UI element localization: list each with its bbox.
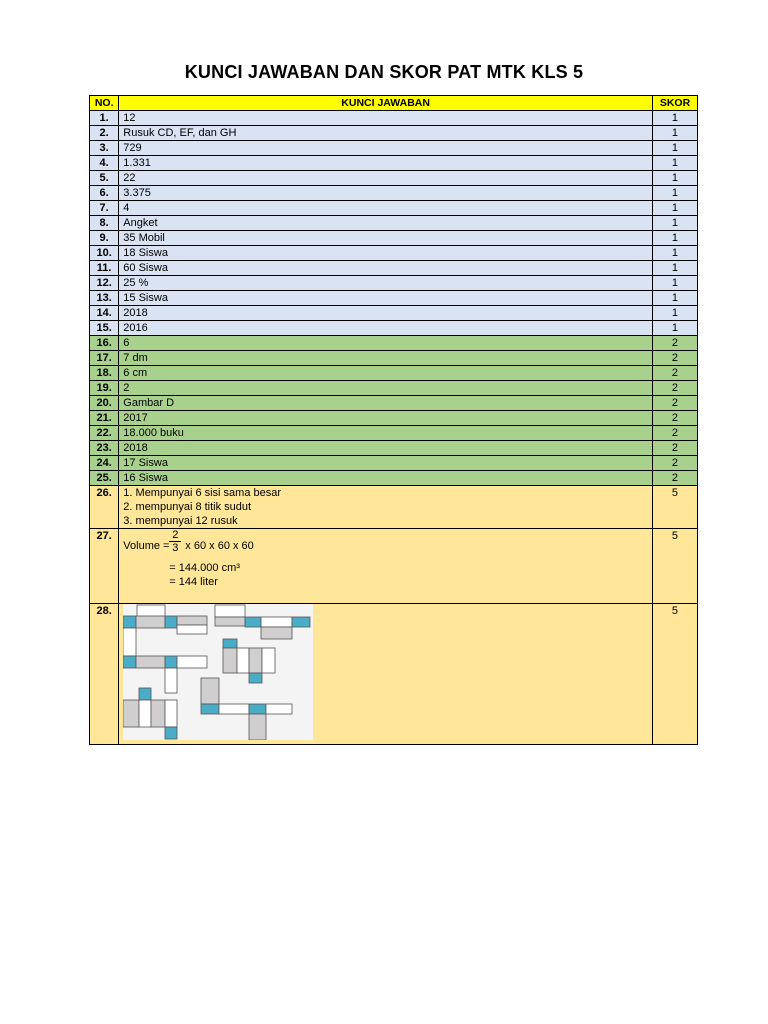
row-answer: 6 [119,336,653,351]
answer-line: 2. mempunyai 8 titik sudut [123,501,252,513]
row-number: 20. [90,396,119,411]
table-row [90,366,698,381]
row-number: 5. [90,171,119,186]
answer-line: 1. Mempunyai 6 sisi sama besar [123,487,282,499]
row-number: 3. [90,141,119,156]
row-score: 2 [652,336,697,351]
row-answer: 2017 [119,411,653,426]
row-number: 17. [90,351,119,366]
table-body [90,111,698,745]
row-number: 8. [90,216,119,231]
row-score: 2 [652,471,697,486]
row-answer: 18 Siswa [119,246,653,261]
table-row [90,246,698,261]
row-number: 14. [90,306,119,321]
row-answer: 7 dm [119,351,653,366]
table-row [90,171,698,186]
row-score: 1 [652,261,697,276]
row-number: 23. [90,441,119,456]
cube-nets-image [123,604,313,740]
answer-key-table [89,95,698,745]
table-row [90,396,698,411]
volume-label: Volume = [123,540,170,552]
row-answer: 35 Mobil [119,231,653,246]
row-score: 1 [652,246,697,261]
row-score: 2 [652,411,697,426]
row-score: 1 [652,306,697,321]
header-no: NO. [90,96,119,111]
table-row [90,336,698,351]
table-row [90,216,698,231]
row-score: 1 [652,276,697,291]
table-row [90,231,698,246]
row-answer: Gambar D [119,396,653,411]
row-answer: 2 [119,381,653,396]
header-answer: KUNCI JAWABAN [119,96,653,111]
row-number: 7. [90,201,119,216]
row-number: 15. [90,321,119,336]
row-number: 26. [90,486,119,529]
table-row [90,471,698,486]
row-answer: 729 [119,141,653,156]
row-number: 11. [90,261,119,276]
row-number: 4. [90,156,119,171]
row-score: 1 [652,141,697,156]
row-answer: Rusuk CD, EF, dan GH [119,126,653,141]
row-score: 2 [652,351,697,366]
volume-result-cm3: = 144.000 cm³ [169,562,240,574]
row-score: 2 [652,456,697,471]
row-answer: 60 Siswa [119,261,653,276]
table-row [90,381,698,396]
row-score: 2 [652,381,697,396]
row-score: 1 [652,186,697,201]
row-score: 2 [652,441,697,456]
fraction-denominator: 3 [169,541,181,554]
row-score: 2 [652,366,697,381]
table-row [90,411,698,426]
row-score: 5 [652,529,697,604]
table-row [90,276,698,291]
row-number: 21. [90,411,119,426]
row-number: 10. [90,246,119,261]
row-answer: 2018 [119,441,653,456]
table-row [90,186,698,201]
row-number: 9. [90,231,119,246]
row-score: 1 [652,216,697,231]
row-score: 2 [652,426,697,441]
page-title: KUNCI JAWABAN DAN SKOR PAT MTK KLS 5 [184,62,584,82]
row-score: 1 [652,291,697,306]
row-answer: 18.000 buku [119,426,653,441]
table-row [90,111,698,126]
row-answer: 1.331 [119,156,653,171]
row-score: 1 [652,156,697,171]
fraction [169,529,181,554]
row-answer [119,529,653,604]
row-answer [119,486,653,529]
table-row [90,321,698,336]
table-row [90,141,698,156]
row-score: 2 [652,396,697,411]
volume-working [123,529,648,599]
row-answer: 16 Siswa [119,471,653,486]
table-row [90,529,698,604]
row-number: 12. [90,276,119,291]
table-header-row [90,96,698,111]
table-row [90,486,698,529]
table-row [90,456,698,471]
answer-line: 3. mempunyai 12 rusuk [123,515,238,527]
table-row [90,351,698,366]
table-row [90,291,698,306]
row-number: 18. [90,366,119,381]
row-score: 1 [652,231,697,246]
row-number: 16. [90,336,119,351]
row-number: 19. [90,381,119,396]
row-answer: 25 % [119,276,653,291]
row-answer: 15 Siswa [119,291,653,306]
row-answer: Angket [119,216,653,231]
table-row [90,441,698,456]
row-number: 2. [90,126,119,141]
row-number: 1. [90,111,119,126]
table-row [90,604,698,745]
table-row [90,261,698,276]
row-answer: 12 [119,111,653,126]
table-row [90,426,698,441]
row-number: 27. [90,529,119,604]
row-answer: 3.375 [119,186,653,201]
table-row [90,306,698,321]
row-answer: 2016 [119,321,653,336]
row-answer: 4 [119,201,653,216]
row-answer: 2018 [119,306,653,321]
row-score: 1 [652,321,697,336]
row-score: 1 [652,171,697,186]
row-score: 1 [652,126,697,141]
row-number: 24. [90,456,119,471]
header-score: SKOR [652,96,697,111]
table-row [90,201,698,216]
row-score: 5 [652,604,697,745]
row-number: 28. [90,604,119,745]
fraction-numerator: 2 [172,529,179,541]
row-answer [119,604,653,745]
volume-result-liter: = 144 liter [169,576,218,588]
row-score: 1 [652,201,697,216]
volume-multiplication: x 60 x 60 x 60 [185,540,254,552]
row-score: 1 [652,111,697,126]
table-row [90,156,698,171]
row-number: 6. [90,186,119,201]
row-answer: 22 [119,171,653,186]
row-answer: 17 Siswa [119,456,653,471]
table-row [90,126,698,141]
row-number: 25. [90,471,119,486]
row-score: 5 [652,486,697,529]
row-number: 13. [90,291,119,306]
row-answer: 6 cm [119,366,653,381]
row-number: 22. [90,426,119,441]
